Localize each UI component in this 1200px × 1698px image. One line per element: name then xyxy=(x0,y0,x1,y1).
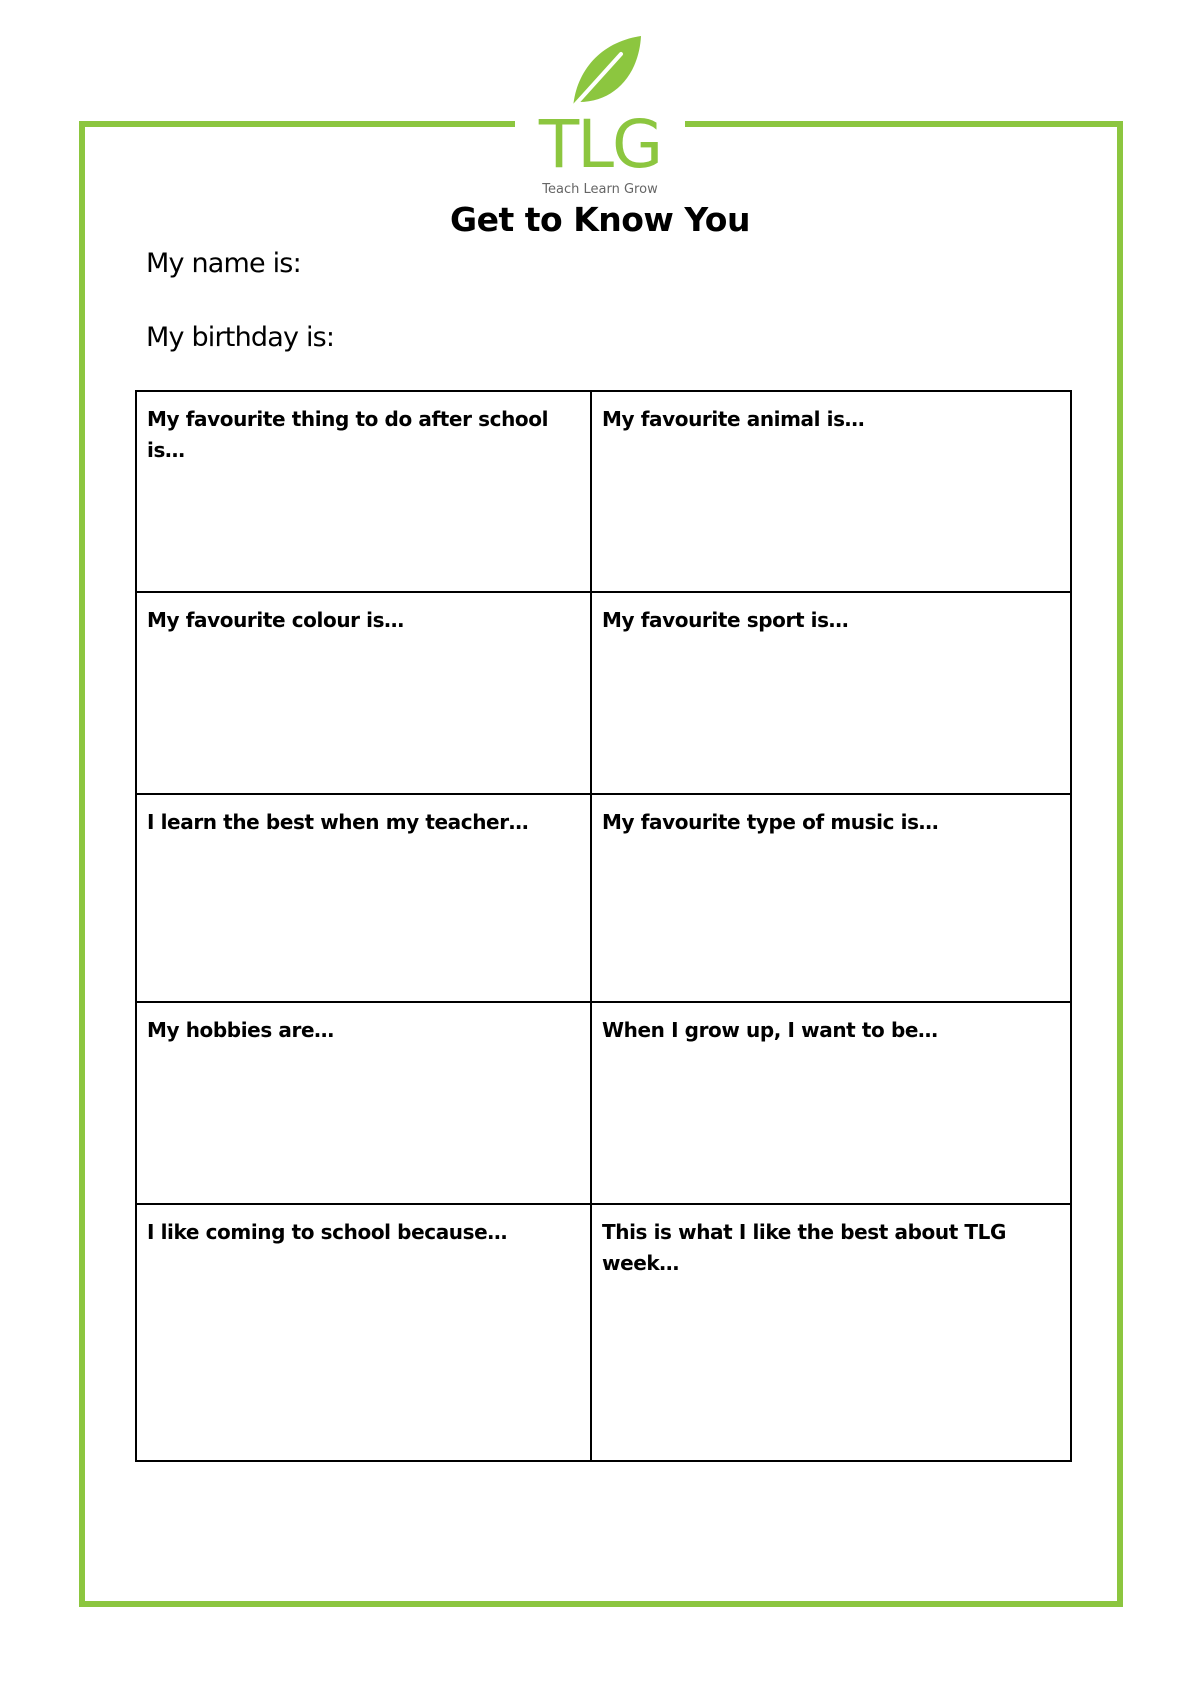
table-row xyxy=(136,391,1071,592)
prompt-cell[interactable]: When I grow up, I want to be… xyxy=(591,1002,1071,1204)
page-title: Get to Know You xyxy=(450,200,750,239)
prompt-table xyxy=(135,390,1072,1462)
logo-brand: TLG xyxy=(538,106,662,183)
logo-tagline: Teach Learn Grow xyxy=(542,182,658,197)
prompt-cell[interactable]: I learn the best when my teacher… xyxy=(136,794,591,1002)
prompt-cell[interactable]: This is what I like the best about TLG week… xyxy=(591,1204,1071,1461)
table-row xyxy=(136,592,1071,794)
table-row xyxy=(136,794,1071,1002)
prompt-cell[interactable]: I like coming to school because… xyxy=(136,1204,591,1461)
birthday-field-label: My birthday is: xyxy=(146,322,335,353)
prompt-cell[interactable]: My hobbies are… xyxy=(136,1002,591,1204)
prompt-cell[interactable]: My favourite type of music is… xyxy=(591,794,1071,1002)
prompt-cell[interactable]: My favourite animal is… xyxy=(591,391,1071,592)
table-row xyxy=(136,1002,1071,1204)
prompt-cell[interactable]: My favourite sport is… xyxy=(591,592,1071,794)
tlg-logo xyxy=(515,28,685,197)
table-row xyxy=(136,1204,1071,1461)
prompt-cell[interactable]: My favourite colour is… xyxy=(136,592,591,794)
prompt-cell[interactable]: My favourite thing to do after school is… xyxy=(136,391,591,592)
name-field-label: My name is: xyxy=(146,248,301,279)
